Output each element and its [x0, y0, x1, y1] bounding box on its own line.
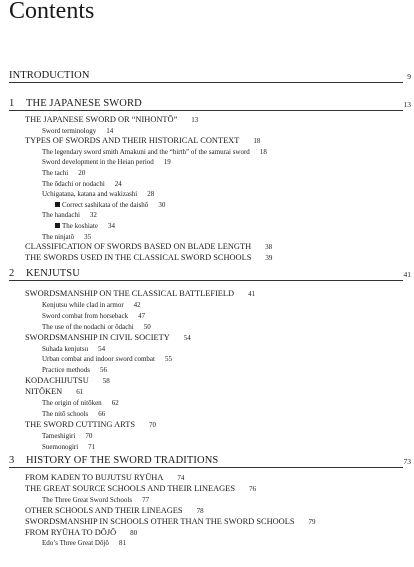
toc-entry-text: OTHER SCHOOLS AND THEIR LINEAGES [25, 505, 183, 515]
square-bullet-icon [55, 223, 60, 228]
chapter-title: KENJUTSU [26, 268, 80, 279]
toc-entry-text: The ōdachi or nodachi [42, 179, 105, 188]
toc-entry-text: THE JAPANESE SWORD OR “NIHONTŌ” [25, 115, 178, 124]
toc-entry[interactable] [42, 538, 126, 548]
toc-entry-page-number: 81 [118, 539, 126, 548]
toc-entry[interactable] [55, 200, 165, 210]
toc-entry-text: The tachi [42, 169, 69, 177]
toc-entry[interactable] [25, 387, 83, 397]
toc-entry-page-number: 56 [100, 366, 108, 375]
chapter-page-number: 73 [403, 457, 411, 466]
toc-entry-text: Urban combat and indoor sword combat [42, 355, 155, 364]
toc-entry[interactable] [25, 333, 191, 343]
toc-entry-page-number: 42 [133, 300, 141, 309]
intro-page: 9 [407, 72, 411, 81]
toc-entry-page-number: 41 [248, 290, 256, 298]
toc-entry[interactable] [42, 398, 119, 408]
chapter-heading-2[interactable] [9, 264, 411, 281]
toc-intro[interactable] [9, 66, 411, 83]
toc-entry-page-number: 32 [89, 211, 97, 220]
toc-entry-text: The koshiate [62, 222, 98, 230]
toc-entry[interactable] [25, 242, 272, 252]
toc-entry-page-number: 66 [98, 409, 106, 418]
toc-entry-text: THE SWORD CUTTING ARTS [25, 419, 135, 429]
page-title: Contents [9, 0, 95, 24]
toc-entry-text: The Three Great Sword Schools [42, 495, 133, 504]
toc-entry-page-number: 30 [158, 200, 166, 209]
chapter-number: 2 [9, 268, 15, 279]
toc-entry[interactable] [42, 147, 267, 157]
toc-entry-text: FROM RYŪHA TO DŌJŌ [25, 527, 117, 537]
toc-entry-page-number: 74 [177, 474, 185, 482]
toc-entry-text: The ninjatō [42, 232, 75, 241]
toc-entry-text: Practice methods [42, 366, 91, 375]
toc-entry[interactable] [42, 157, 171, 167]
toc-entry[interactable] [42, 431, 92, 441]
toc-entry-page-number: 79 [308, 517, 316, 526]
toc-entry-page-number: 70 [85, 431, 93, 440]
toc-entry-text: The handachi [42, 211, 80, 220]
toc-entry-page-number: 24 [114, 179, 122, 188]
toc-entry-page-number: 39 [265, 253, 273, 262]
toc-entry-text: Suhada kenjutsu [42, 344, 89, 353]
toc-entry-page-number: 47 [138, 311, 146, 320]
toc-entry[interactable] [42, 232, 91, 242]
toc-entry-text: The origin of nitōken [42, 399, 102, 407]
toc-entry[interactable] [25, 420, 156, 430]
toc-entry-text: Uchigatana, katana and wakizashi [42, 190, 138, 199]
toc-entry-text: The nitō schools [42, 409, 89, 418]
toc-entry-page-number: 14 [106, 126, 114, 135]
toc-entry-page-number: 18 [259, 147, 267, 156]
toc-entry-page-number: 19 [163, 158, 171, 167]
toc-entry[interactable] [42, 354, 172, 364]
toc-entry-text: SWORDSMANSHIP IN CIVIL SOCIETY [25, 332, 170, 342]
toc-entry-page-number: 13 [191, 116, 199, 124]
toc-entry-page-number: 71 [88, 442, 96, 451]
toc-entry[interactable] [42, 300, 141, 310]
toc-entry-text: Sword terminology [42, 126, 97, 135]
toc-entry-page-number: 78 [196, 506, 204, 515]
intro-label: INTRODUCTION [9, 70, 90, 81]
toc-entry-page-number: 54 [183, 333, 191, 342]
toc-entry-text: Correct sashikata of the daishō [62, 200, 149, 209]
toc-entry-text: Sword combat from horseback [42, 311, 129, 320]
toc-entry-text: FROM KADEN TO BUJUTSU RYŪHA [25, 473, 164, 482]
toc-entry[interactable] [42, 210, 97, 220]
toc-entry[interactable] [25, 484, 256, 494]
chapter-number: 1 [9, 98, 15, 109]
toc-entry-page-number: 58 [102, 377, 110, 386]
toc-entry[interactable] [42, 179, 122, 189]
toc-entry[interactable] [42, 365, 107, 375]
toc-entry-page-number: 55 [164, 355, 172, 364]
toc-entry-page-number: 76 [249, 484, 257, 493]
toc-entry-text: TYPES OF SWORDS AND THEIR HISTORICAL CONTEXT [25, 136, 240, 146]
toc-entry[interactable] [25, 528, 137, 538]
toc-entry-text: Suemonogiri [42, 442, 79, 451]
toc-entry-page-number: 70 [149, 420, 156, 429]
toc-entry[interactable] [42, 189, 154, 199]
chapter-number: 3 [9, 455, 15, 466]
toc-entry[interactable] [55, 221, 115, 231]
toc-entry-page-number: 35 [84, 232, 92, 241]
toc-entry[interactable] [25, 506, 204, 516]
chapter-title: THE JAPANESE SWORD [26, 98, 142, 109]
toc-entry-page-number: 38 [265, 243, 273, 252]
toc-entry[interactable] [42, 322, 151, 332]
toc-entry-page-number: 20 [78, 169, 86, 177]
toc-entry-text: THE SWORDS USED IN THE CLASSICAL SWORD SCHOOLS [25, 252, 252, 262]
toc-entry-text: Tameshigiri [42, 431, 76, 440]
toc-entry[interactable] [25, 289, 255, 299]
toc-entry[interactable] [42, 344, 105, 354]
chapter-title: HISTORY OF THE SWORD TRADITIONS [26, 455, 219, 466]
toc-entry-text: THE GREAT SOURCE SCHOOLS AND THEIR LINEAGES [25, 483, 236, 493]
toc-entry-page-number: 80 [130, 528, 138, 537]
toc-entry-text: The use of the nodachi or ōdachi [42, 322, 134, 331]
toc-entry-text: NITŌKEN [25, 387, 63, 397]
toc-entry-text: KODACHIJUTSU [25, 376, 89, 386]
chapter-heading-1[interactable] [9, 94, 411, 111]
toc-entry-page-number: 54 [98, 344, 106, 353]
toc-entry-text: SWORDSMANSHIP IN SCHOOLS OTHER THAN THE SWORD SCHOOLS [25, 516, 295, 526]
toc-entry[interactable] [42, 311, 145, 321]
toc-entry-page-number: 77 [142, 495, 150, 504]
toc-entry-page-number: 34 [107, 222, 115, 230]
toc-entry[interactable] [25, 517, 316, 527]
chapter-page-number: 13 [403, 100, 411, 109]
toc-entry-page-number: 18 [253, 137, 261, 146]
toc-entry[interactable] [42, 495, 149, 505]
chapter-heading-3[interactable] [9, 451, 411, 468]
toc-entry[interactable] [25, 376, 110, 386]
toc-entry[interactable] [25, 115, 198, 125]
chapter-page-number: 41 [403, 270, 411, 279]
toc-entry[interactable] [42, 168, 85, 178]
square-bullet-icon [55, 202, 60, 207]
toc-entry[interactable] [25, 473, 184, 483]
toc-entry[interactable] [42, 409, 105, 419]
toc-entry-page-number: 61 [76, 388, 84, 397]
toc-entry-text: The legendary sword smith Amakuni and the “birth” of the samurai sword [42, 147, 250, 156]
toc-entry[interactable] [42, 126, 113, 136]
toc-entry-page-number: 62 [111, 399, 119, 407]
toc-entry-text: SWORDSMANSHIP ON THE CLASSICAL BATTLEFIELD [25, 289, 235, 298]
toc-entry[interactable] [25, 136, 260, 146]
toc-entry-text: CLASSIFICATION OF SWORDS BASED ON BLADE LENGTH [25, 242, 252, 252]
toc-entry-text: Kenjutsu while clad in armor [42, 300, 124, 309]
toc-entry-text: Sword development in the Heian period [42, 158, 154, 167]
toc-entry-page-number: 28 [147, 190, 155, 199]
toc-entry-text: Edo’s Three Great Dōjō [42, 539, 109, 548]
toc-entry-page-number: 50 [143, 322, 151, 331]
toc-entry[interactable] [25, 253, 272, 263]
